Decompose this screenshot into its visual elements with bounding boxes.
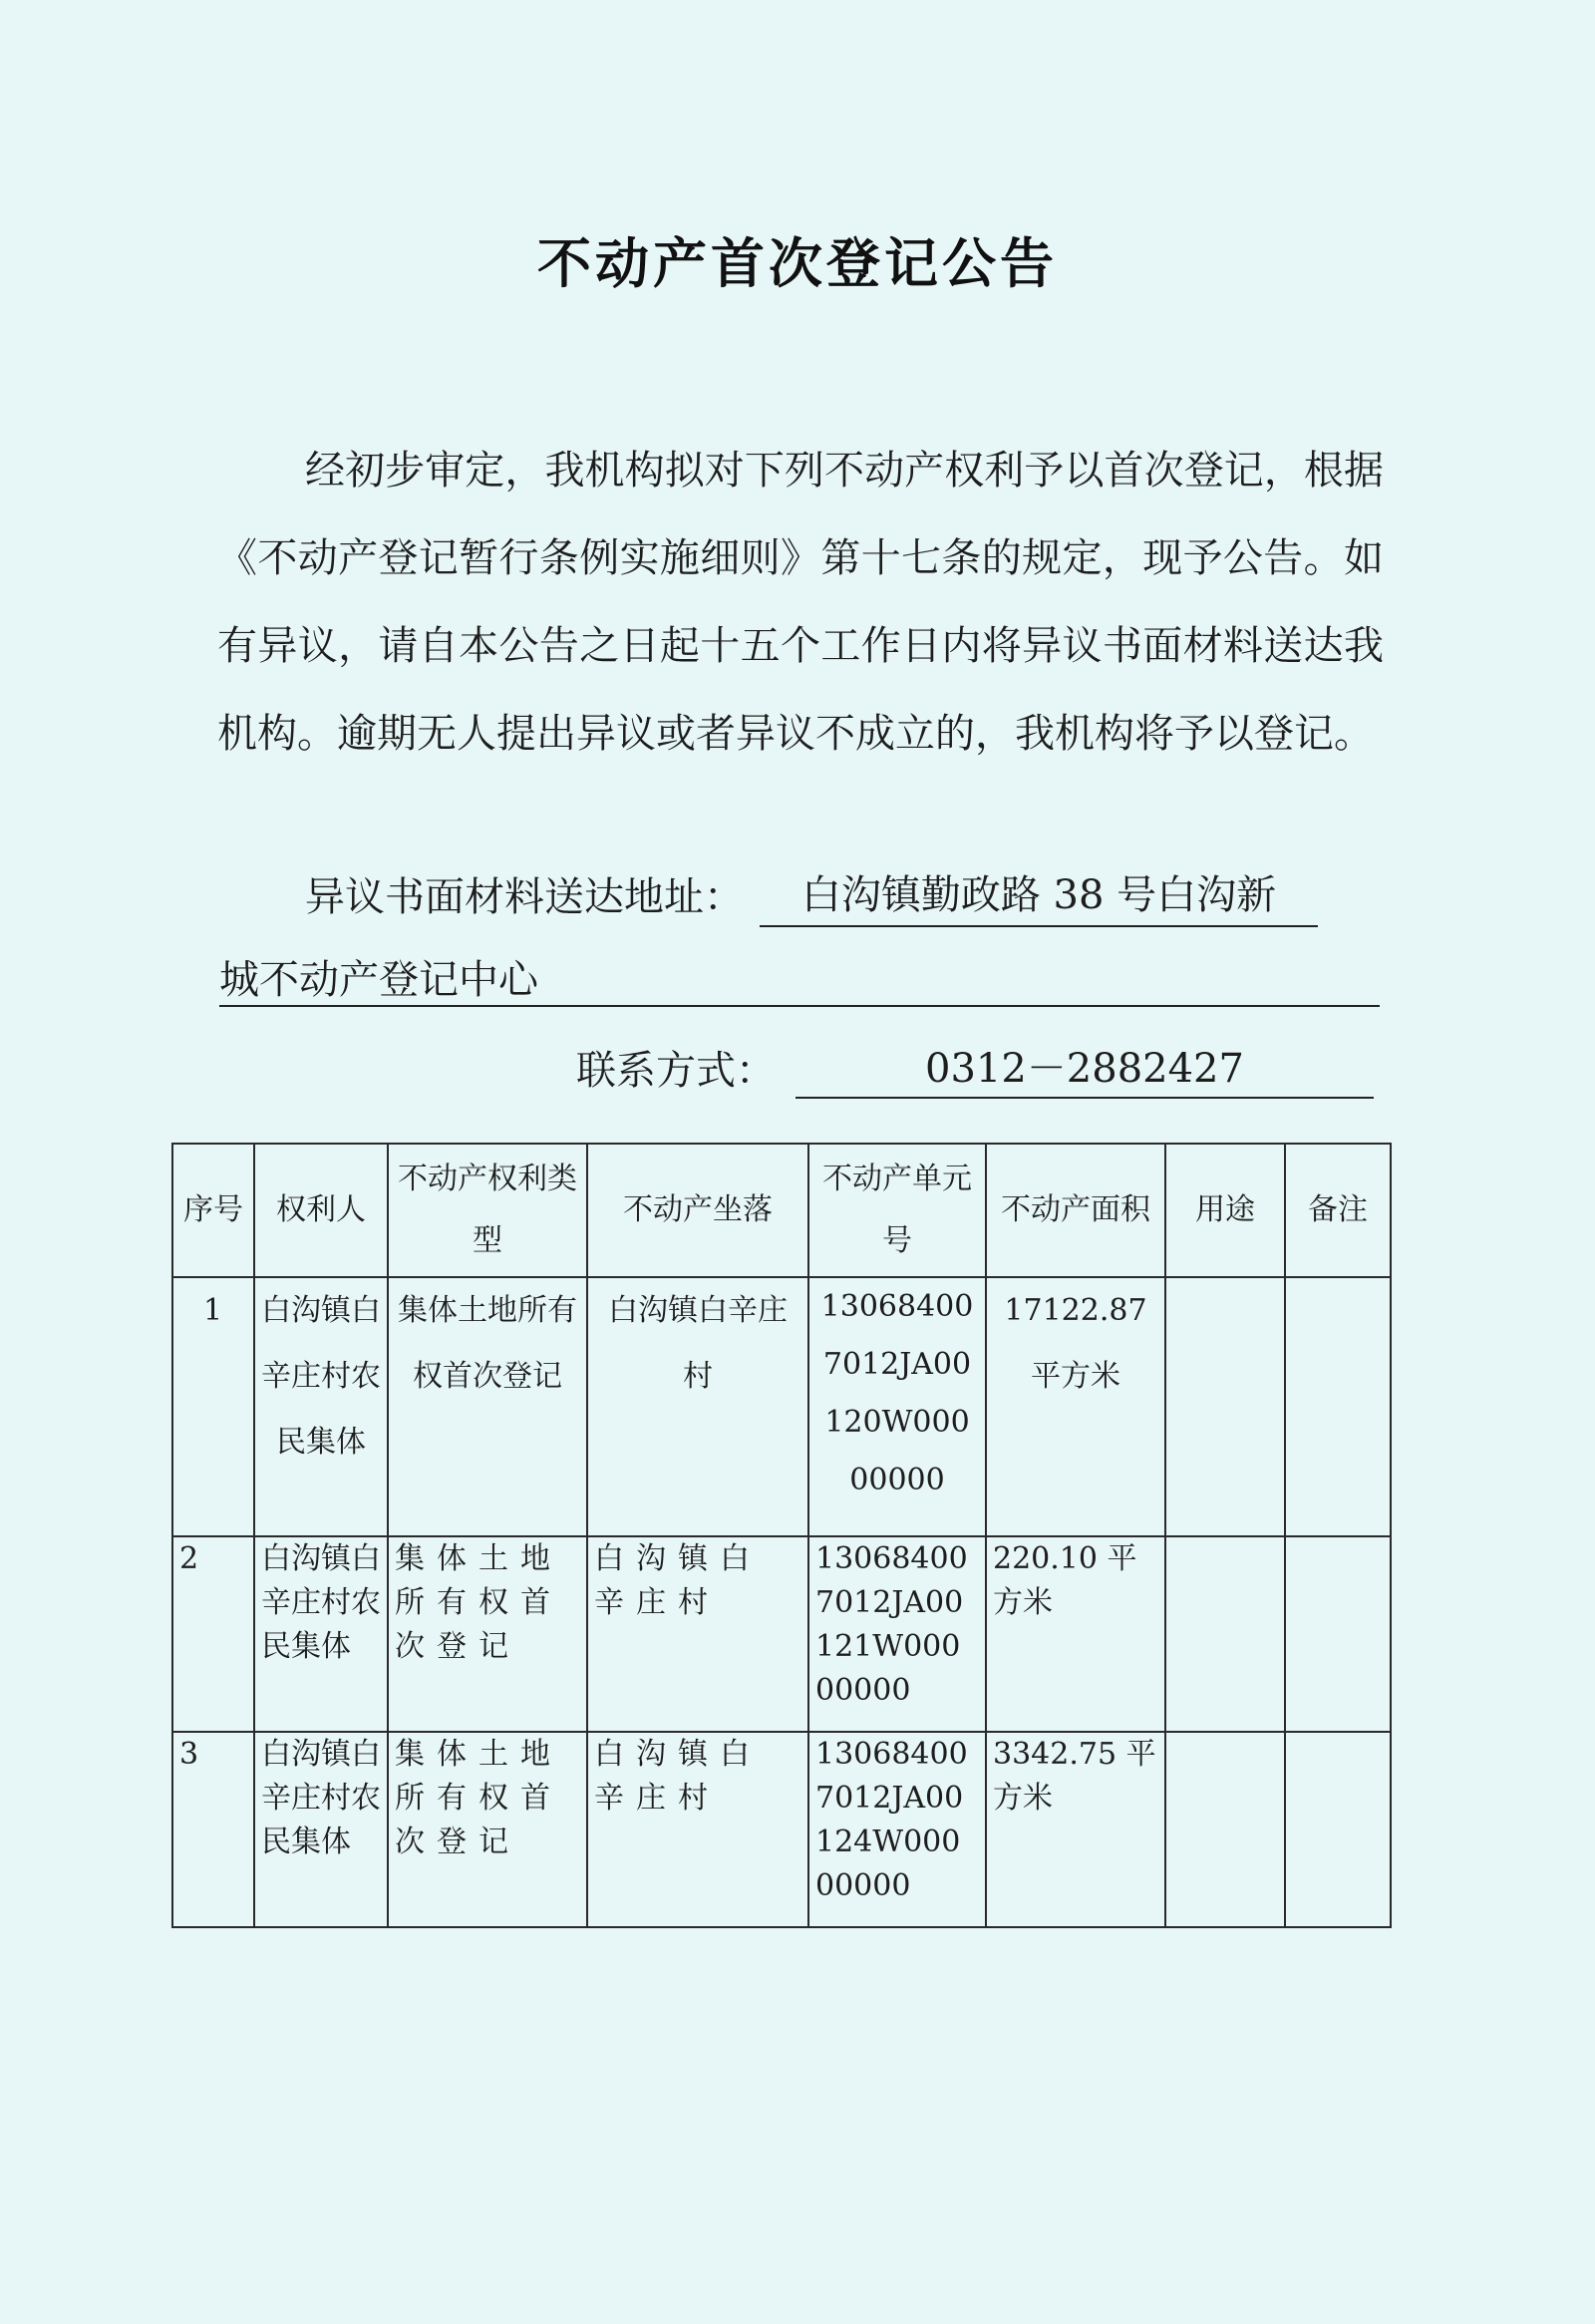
cell-right-type: 集体土地所有权首次登记	[388, 1277, 587, 1536]
address-value-part2: 城不动产登记中心	[219, 955, 1380, 1007]
contact-value: 0312－2882427	[796, 1041, 1374, 1099]
address-label: 异议书面材料送达地址：	[305, 874, 744, 920]
header-note: 备注	[1285, 1144, 1391, 1277]
page-title: 不动产首次登记公告	[537, 232, 1058, 295]
header-use: 用途	[1165, 1144, 1285, 1277]
cell-area: 220.10 平方米	[986, 1536, 1165, 1732]
cell-unit-no: 130684007012JA00124W00000000	[808, 1732, 986, 1927]
cell-unit-no: 130684007012JA00121W00000000	[808, 1536, 986, 1732]
cell-owner: 白沟镇白辛庄村农民集体	[254, 1732, 388, 1927]
cell-right-type: 集体土地所有权首次登记	[388, 1732, 587, 1927]
contact-line	[576, 1041, 1384, 1099]
cell-use	[1165, 1277, 1285, 1536]
header-seq: 序号	[172, 1144, 254, 1277]
cell-note	[1285, 1277, 1391, 1536]
table-header-row	[172, 1144, 1391, 1277]
cell-area: 3342.75 平方米	[986, 1732, 1165, 1927]
header-location: 不动产坐落	[587, 1144, 808, 1277]
cell-right-type: 集体土地所有权首次登记	[388, 1536, 587, 1732]
address-line	[305, 865, 1382, 927]
header-unit-no: 不动产单元号	[808, 1144, 986, 1277]
cell-location: 白沟镇白辛庄村	[587, 1277, 808, 1536]
cell-owner: 白沟镇白辛庄村农民集体	[254, 1277, 388, 1536]
table-row	[172, 1277, 1391, 1536]
cell-location: 白沟镇白辛庄村	[587, 1536, 808, 1732]
table-row	[172, 1536, 1391, 1732]
registration-table	[171, 1143, 1392, 1928]
cell-note	[1285, 1732, 1391, 1927]
cell-use	[1165, 1536, 1285, 1732]
address-value-part1: 白沟镇勤政路 38 号白沟新	[760, 865, 1318, 927]
header-owner: 权利人	[254, 1144, 388, 1277]
cell-owner: 白沟镇白辛庄村农民集体	[254, 1536, 388, 1732]
cell-seq: 2	[172, 1536, 254, 1732]
cell-use	[1165, 1732, 1285, 1927]
cell-location: 白沟镇白辛庄村	[587, 1732, 808, 1927]
cell-unit-no: 130684007012JA00120W00000000	[808, 1277, 986, 1536]
header-right-type: 不动产权利类型	[388, 1144, 587, 1277]
header-area: 不动产面积	[986, 1144, 1165, 1277]
cell-seq: 3	[172, 1732, 254, 1927]
cell-note	[1285, 1536, 1391, 1732]
contact-label: 联系方式：	[576, 1048, 776, 1094]
table-row	[172, 1732, 1391, 1927]
cell-seq: 1	[172, 1277, 254, 1536]
notice-body: 经初步审定，我机构拟对下列不动产权利予以首次登记，根据《不动产登记暂行条例实施细则》第十七条的规定，现予公告。如有异议，请自本公告之日起十五个工作日内将异议书面材料送达我机构。逾期无人提出异议或者异议不成立的，我机构将予以登记。	[217, 448, 1384, 757]
cell-area: 17122.87 平方米	[986, 1277, 1165, 1536]
